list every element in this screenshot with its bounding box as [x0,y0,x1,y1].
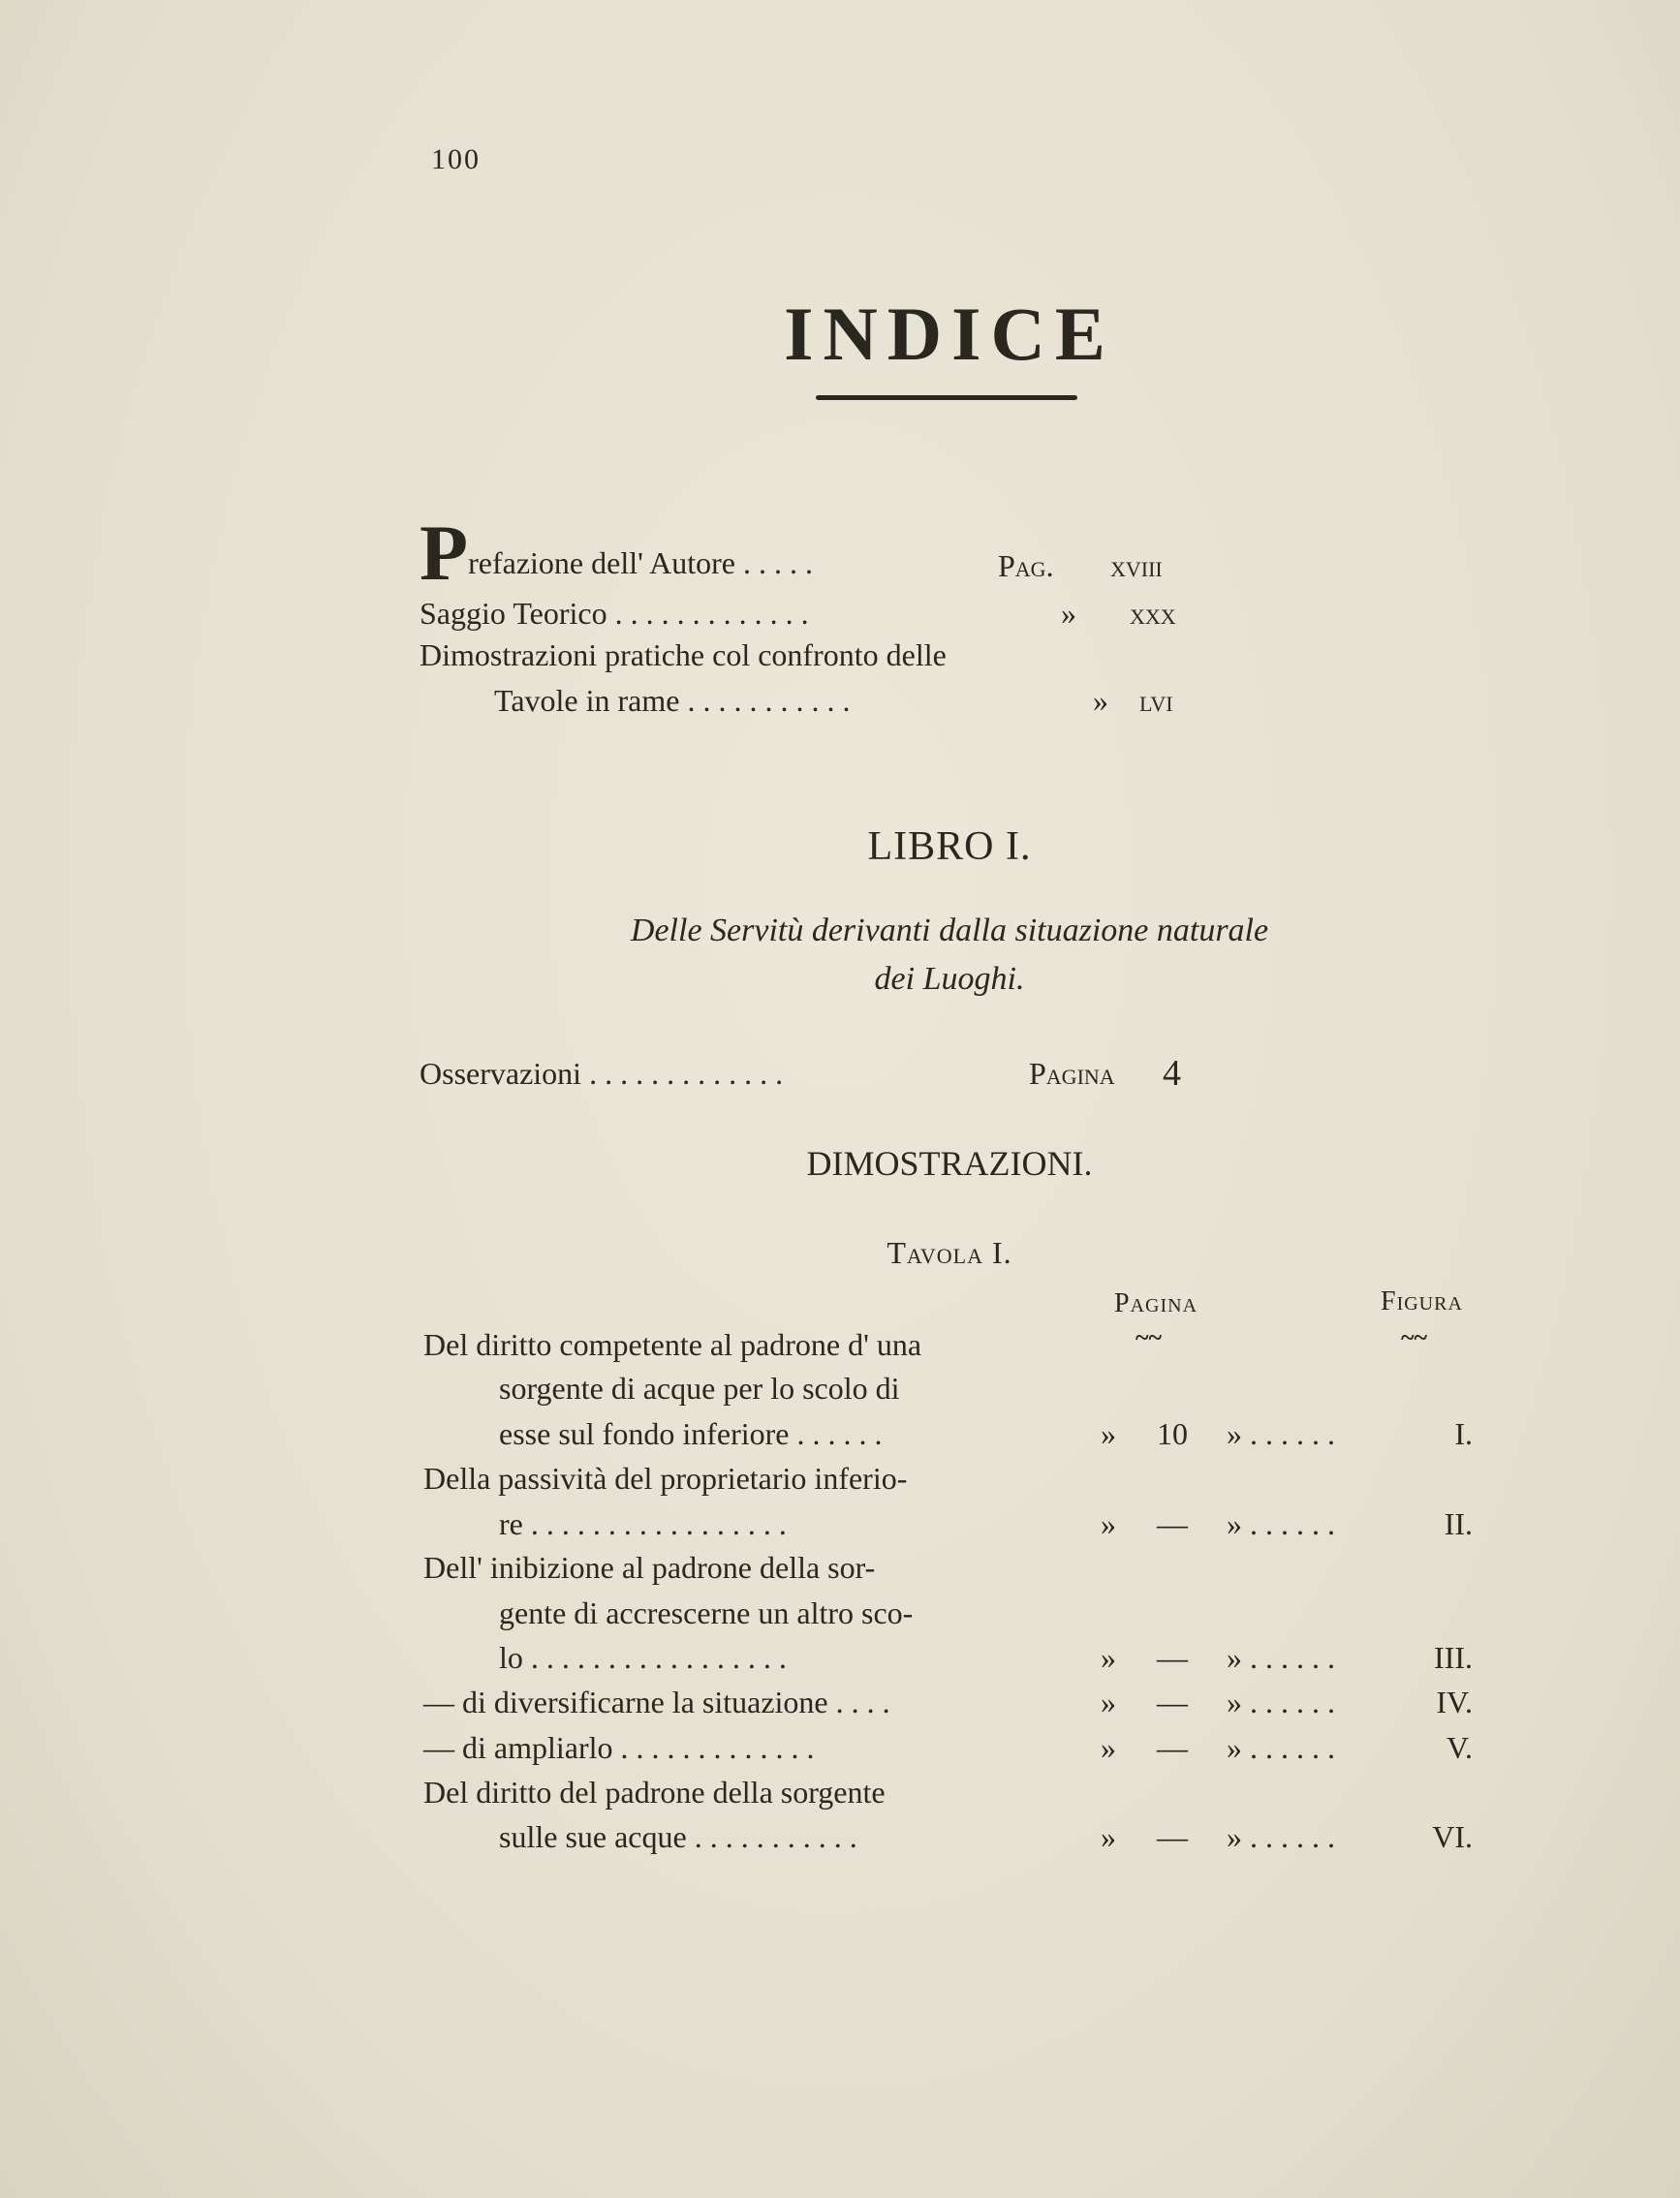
preface-page: lvi [1139,683,1173,718]
entry-quote: » [1101,1506,1116,1541]
entry-figure: II. [1444,1506,1473,1541]
entry-line: — di diversificarne la situazione . . . . [423,1685,890,1719]
column-head-page: Pagina [1114,1288,1198,1318]
entry-quote: » [1101,1819,1116,1854]
preface-page: xxx [1130,596,1176,631]
entry-dots: » . . . . . . [1227,1730,1335,1765]
observations-label: Pagina [1029,1056,1115,1091]
entry-dots: » . . . . . . [1227,1819,1335,1854]
entry-line: sulle sue acque . . . . . . . . . . . [499,1819,857,1854]
entry-line: Del diritto del padrone della sorgente [423,1775,886,1810]
entry-line: lo . . . . . . . . . . . . . . . . . [499,1640,787,1675]
book-title: LIBRO I. [867,824,1032,869]
entry-figure: III. [1434,1640,1473,1675]
preface-text: refazione dell' Autore . . . . . [468,545,813,580]
entry-page: — [1157,1640,1188,1675]
entry-line: esse sul fondo inferiore . . . . . . [499,1416,883,1451]
entry-figure: IV. [1436,1685,1473,1719]
entry-line: re . . . . . . . . . . . . . . . . . [499,1506,787,1541]
preface-line-2: Saggio Teorico . . . . . . . . . . . . . [420,596,809,631]
entry-quote: » [1101,1416,1116,1451]
entry-figure: I. [1454,1416,1473,1451]
entry-quote: » [1101,1685,1116,1719]
preface-line-4: Tavole in rame . . . . . . . . . . . [494,683,851,718]
entry-quote: » [1101,1640,1116,1675]
preface-line-1 [420,509,813,597]
entry-page: — [1157,1819,1188,1854]
entry-line: sorgente di acque per lo scolo di [499,1371,900,1406]
entry-line: Dell' inibizione al padrone della sor- [423,1550,876,1585]
entry-page: — [1157,1506,1188,1541]
entry-figure: V. [1447,1730,1473,1765]
column-ornament: ~~ [1401,1323,1428,1351]
page-number: 100 [431,143,481,175]
column-ornament: ~~ [1136,1323,1163,1351]
preface-page: xviii [1110,548,1163,583]
title-rule [816,395,1077,400]
preface-label: » [1061,596,1076,631]
entry-line: Del diritto competente al padrone d' una [423,1327,922,1362]
drop-cap: P [420,509,469,597]
entry-dots: » . . . . . . [1227,1506,1335,1541]
column-head-figure: Figura [1381,1286,1463,1316]
table-heading: Tavola I. [887,1235,1012,1270]
entry-page: 10 [1157,1416,1188,1451]
entry-dots: » . . . . . . [1227,1685,1335,1719]
entry-page: — [1157,1730,1188,1765]
preface-label: Pag. [998,548,1054,583]
preface-label: » [1093,683,1108,718]
entry-dots: » . . . . . . [1227,1416,1335,1451]
entry-figure: VI. [1432,1819,1473,1854]
entry-line: Della passività del proprietario inferio- [423,1461,908,1496]
entry-page: — [1157,1685,1188,1719]
demonstrations-heading: DIMOSTRAZIONI. [806,1144,1093,1183]
observations-page: 4 [1163,1053,1181,1094]
observations-line: Osservazioni . . . . . . . . . . . . . [420,1056,784,1091]
entry-dots: » . . . . . . [1227,1640,1335,1675]
book-subtitle: dei Luoghi. [874,961,1025,997]
entry-line: gente di accrescerne un altro sco- [499,1595,914,1630]
entry-line: — di ampliarlo . . . . . . . . . . . . . [423,1730,815,1765]
entry-quote: » [1101,1730,1116,1765]
preface-line-3: Dimostrazioni pratiche col confronto delle [420,637,947,672]
page-title: INDICE [784,292,1115,376]
book-subtitle: Delle Servitù derivanti dalla situazione naturale [630,913,1269,948]
